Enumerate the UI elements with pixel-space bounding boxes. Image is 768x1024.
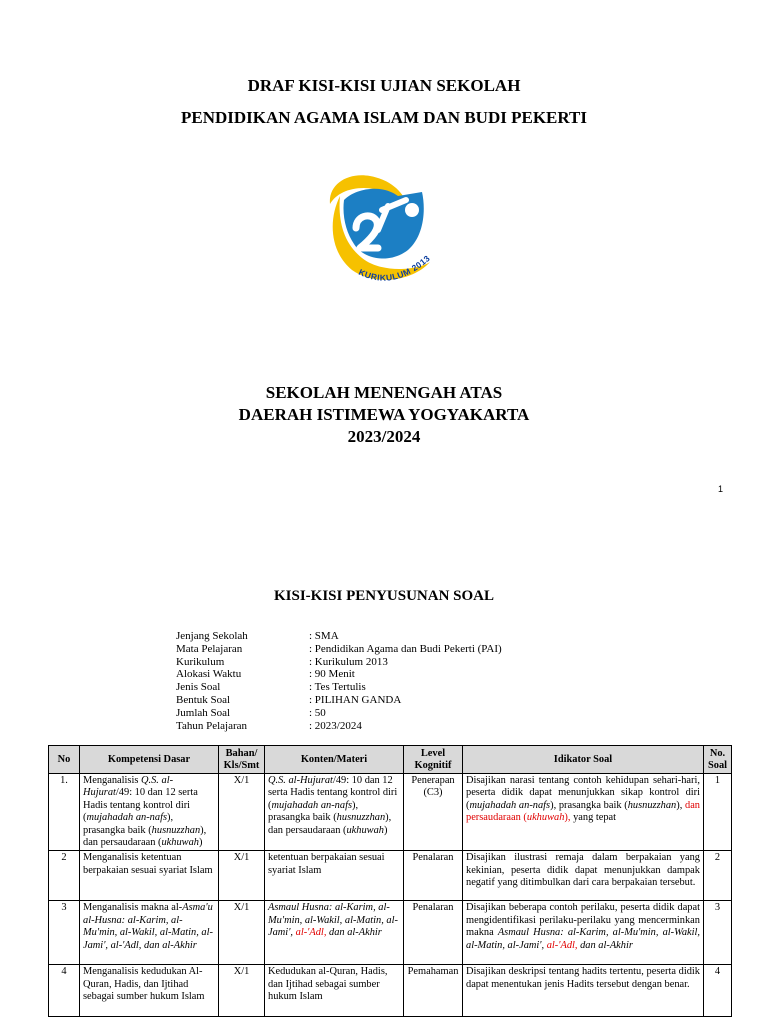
info-value: : 2023/2024 (309, 719, 362, 732)
school-region: DAERAH ISTIMEWA YOGYAKARTA (238, 405, 530, 424)
cell-konten: Q.S. al-Hujurat/49: 10 dan 12 serta Hadis tentang kontrol diri (mujahadah an-nafs), prasangka baik (husnuzzhan), dan persaudaraan (ukhuwah) (265, 774, 404, 851)
info-row (176, 656, 502, 669)
info-label: Alokasi Waktu (176, 668, 242, 681)
cell-indikator: Disajikan beberapa contoh perilaku, peserta didik dapat mengidentifikasi perilaku-perilaku yang mencerminkan makna Asmaul Husna: al-Karim, al-Mu'min, al-Wakil, al-Matin, al-Jami', al-'Adl, dan al-Akhir (463, 901, 704, 965)
cell-bahan: X/1 (219, 901, 265, 965)
cell-no: 2 (49, 851, 80, 901)
cell-bahan: X/1 (219, 774, 265, 851)
exam-info (176, 630, 502, 732)
info-row (176, 630, 502, 643)
col-header-no: No (49, 746, 80, 774)
cell-no: 1. (49, 774, 80, 851)
school-name: SEKOLAH MENENGAH ATAS (265, 383, 503, 402)
table-row (49, 965, 732, 1017)
cell-level: Penalaran (404, 851, 463, 901)
cell-no: 4 (49, 965, 80, 1017)
document-subtitle: PENDIDIKAN AGAMA ISLAM DAN BUDI PEKERTI (180, 108, 588, 127)
col-header-kompetensi: Kompetensi Dasar (80, 746, 219, 774)
logo-text: KURIKULUM 2013 (357, 252, 433, 283)
cell-level: Pemahaman (404, 965, 463, 1017)
info-row (176, 681, 502, 694)
cell-no-soal: 1 (704, 774, 732, 851)
cell-kompetensi: Menganalisis Q.S. al-Hujurat/49: 10 dan 12 serta Hadis tentang kontrol diri (mujahadah an-nafs), prasangka baik (husnuzzhan), dan persaudaraan (ukhuwah) (80, 774, 219, 851)
info-row (176, 643, 502, 656)
cell-no: 3 (49, 901, 80, 965)
col-header-bahan: Bahan/ Kls/Smt (219, 746, 265, 774)
col-header-konten: Konten/Materi (265, 746, 404, 774)
cell-konten: Kedudukan al-Quran, Hadis, dan Ijtihad sebagai sumber hukum Islam (265, 965, 404, 1017)
school-heading (0, 382, 768, 448)
info-row (176, 694, 502, 707)
cell-no-soal: 2 (704, 851, 732, 901)
cell-kompetensi: Menganalisis ketentuan berpakaian sesuai syariat Islam (80, 851, 219, 901)
cell-bahan: X/1 (219, 851, 265, 901)
table-row (49, 851, 732, 901)
cover-page (0, 0, 768, 498)
cell-level: Penerapan (C3) (404, 774, 463, 851)
info-label: Tahun Pelajaran (176, 719, 248, 732)
col-header-indikator: Idikator Soal (463, 746, 704, 774)
cell-kompetensi: Menganalisis makna al-Asma'u al-Husna: al-Karim, al-Mu'min, al-Wakil, al-Matin, al-Jami', al-'Adl, dan al-Akhir (80, 901, 219, 965)
table-header-row (49, 746, 732, 774)
school-year: 2023/2024 (347, 427, 421, 446)
cell-no-soal: 3 (704, 901, 732, 965)
section-title: KISI-KISI PENYUSUNAN SOAL (273, 588, 495, 604)
info-value: : 50 (309, 706, 326, 719)
kisi-kisi-table (48, 745, 732, 1017)
info-value: : SMA (309, 630, 339, 642)
info-row (176, 668, 502, 681)
info-label: Jenis Soal (176, 681, 221, 694)
info-row (176, 707, 502, 720)
table-row (49, 901, 732, 965)
cell-indikator: Disajikan ilustrasi remaja dalam berpakaian yang kekinian, peserta didik dapat menunjukkan dampak negatif yang ditimbulkan dari cara berpakaian tersebut. (463, 851, 704, 901)
cell-kompetensi: Menganalisis kedudukan Al-Quran, Hadis, dan Ijtihad sebagai sumber hukum Islam (80, 965, 219, 1017)
info-label: Jenjang Sekolah (176, 630, 248, 642)
info-label: Jumlah Soal (176, 706, 231, 719)
cell-bahan: X/1 (219, 965, 265, 1017)
kisi-kisi-page (0, 498, 768, 1024)
col-header-level: Level Kognitif (404, 746, 463, 774)
cell-indikator: Disajikan deskripsi tentang hadits tertentu, peserta didik dapat menentukan jenis Hadits tersebut dengan benar. (463, 965, 704, 1017)
kurikulum-2013-logo (326, 170, 448, 302)
cell-indikator: Disajikan narasi tentang contoh kehidupan sehari-hari, peserta didik dapat menunjukkan sikap kontrol diri (mujahadah an-nafs), prasangka baik (husnuzzhan), dan persaudaraan (ukhuwah), yang tepat (463, 774, 704, 851)
col-header-no-soal: No. Soal (704, 746, 732, 774)
info-label: Mata Pelajaran (176, 642, 243, 655)
cell-no-soal: 4 (704, 965, 732, 1017)
document-title: DRAF KISI-KISI UJIAN SEKOLAH (247, 76, 521, 95)
cell-level: Penalaran (404, 901, 463, 965)
page-number: 1 (718, 484, 724, 494)
info-value: : Kurikulum 2013 (309, 655, 388, 668)
info-label: Bentuk Soal (176, 693, 231, 706)
cell-konten: Asmaul Husna: al-Karim, al-Mu'min, al-Wakil, al-Matin, al-Jami', al-'Adl, dan al-Akhir (265, 901, 404, 965)
info-label: Kurikulum (176, 655, 225, 668)
cell-konten: ketentuan berpakaian sesuai syariat Islam (265, 851, 404, 901)
table-row (49, 774, 732, 851)
info-value: : 90 Menit (309, 668, 355, 681)
info-row (176, 720, 502, 733)
info-value: : Pendidikan Agama dan Budi Pekerti (PAI) (309, 642, 502, 655)
info-value: : Tes Tertulis (309, 681, 366, 694)
info-value: : PILIHAN GANDA (309, 693, 402, 706)
